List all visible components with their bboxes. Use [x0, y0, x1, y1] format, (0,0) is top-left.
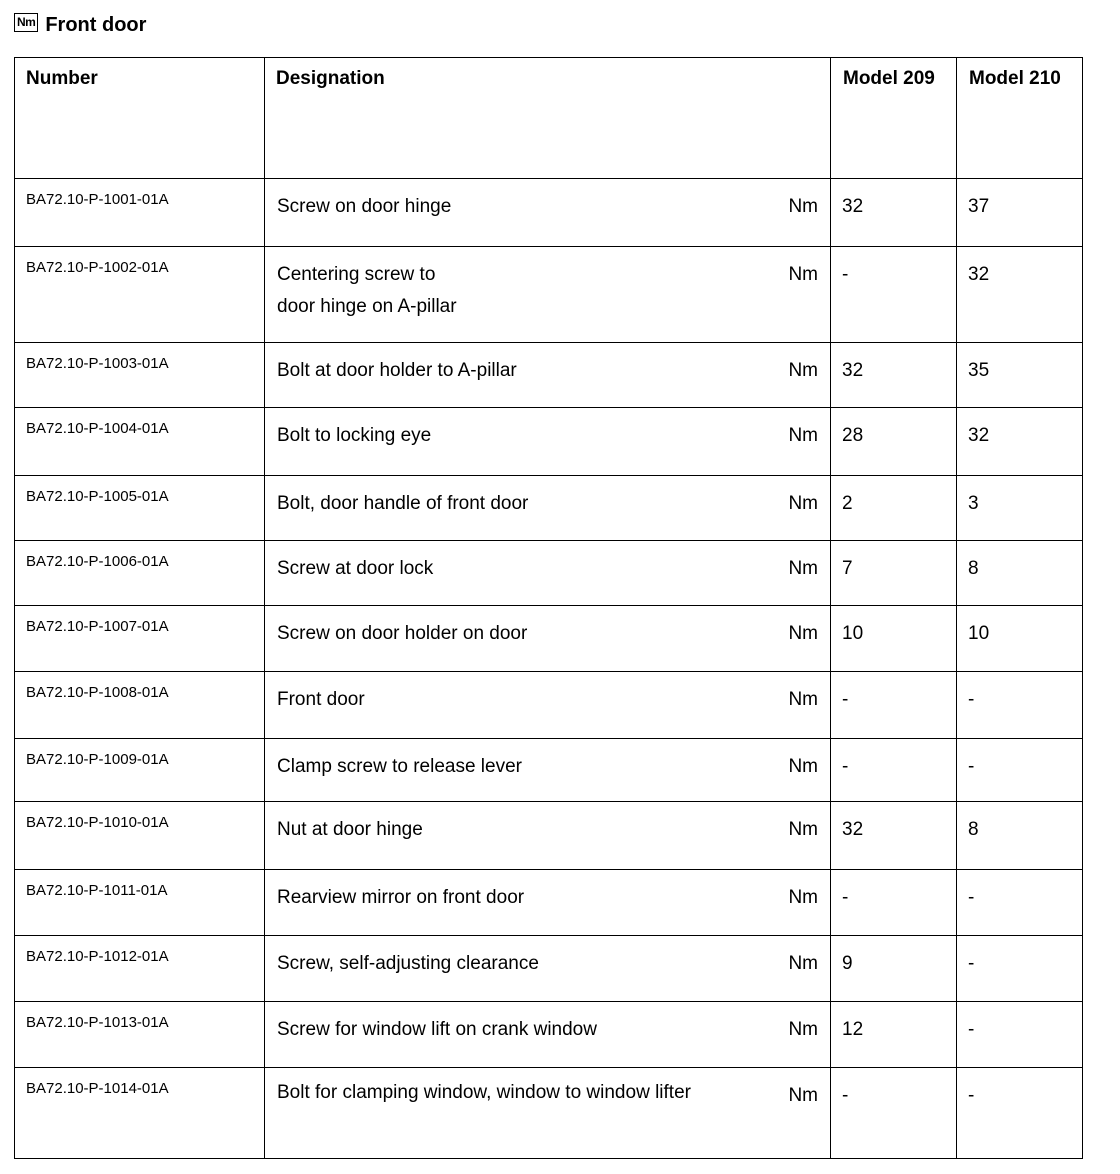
unit-label: Nm: [788, 493, 818, 514]
table-header-row: [15, 58, 1083, 179]
table-row: [15, 343, 1083, 408]
model-210-value: 3: [957, 476, 1083, 541]
table-row: [15, 247, 1083, 343]
model-210-value: 32: [957, 408, 1083, 476]
designation-cell: [265, 672, 831, 739]
unit-label: Nm: [788, 558, 818, 579]
part-number-cell: BA72.10-P-1007-01A: [15, 606, 265, 672]
designation-cell: [265, 476, 831, 541]
model-210-value: 8: [957, 802, 1083, 870]
part-number-cell: BA72.10-P-1004-01A: [15, 408, 265, 476]
unit-label: Nm: [788, 264, 818, 285]
model-209-value: 2: [831, 476, 957, 541]
designation-cell: [265, 541, 831, 606]
model-210-value: 8: [957, 541, 1083, 606]
model-209-value: 10: [831, 606, 957, 672]
table-row: [15, 541, 1083, 606]
designation-cell: [265, 606, 831, 672]
part-number-cell: BA72.10-P-1013-01A: [15, 1002, 265, 1068]
designation-text: Screw, self-adjusting clearance: [277, 953, 539, 974]
table-row: [15, 476, 1083, 541]
part-number-cell: BA72.10-P-1001-01A: [15, 179, 265, 247]
designation-cell: [265, 870, 831, 936]
unit-label: Nm: [788, 689, 818, 710]
designation-text: Screw on door holder on door: [277, 623, 528, 644]
column-header-number: Number: [15, 58, 265, 179]
unit-label: Nm: [788, 1019, 818, 1040]
table-row: [15, 1002, 1083, 1068]
designation-text: Centering screw to door hinge on A-pillar: [277, 264, 457, 317]
designation-text: Front door: [277, 689, 365, 710]
designation-text: Screw on door hinge: [277, 196, 452, 217]
designation-text: Bolt for clamping window, window to window lifter: [277, 1082, 691, 1103]
model-209-value: 32: [831, 343, 957, 408]
model-210-value: -: [957, 1068, 1083, 1159]
model-209-value: 7: [831, 541, 957, 606]
model-209-value: 32: [831, 179, 957, 247]
table-row: [15, 606, 1083, 672]
table-body: [15, 179, 1083, 1159]
designation-text: Screw at door lock: [277, 558, 434, 579]
designation-cell: [265, 936, 831, 1002]
model-209-value: -: [831, 247, 957, 343]
model-209-value: -: [831, 672, 957, 739]
table-row: [15, 672, 1083, 739]
designation-cell: [265, 1068, 831, 1159]
part-number-cell: BA72.10-P-1008-01A: [15, 672, 265, 739]
designation-text: Screw for window lift on crank window: [277, 1019, 597, 1040]
part-number-cell: BA72.10-P-1011-01A: [15, 870, 265, 936]
unit-label: Nm: [788, 425, 818, 446]
model-210-value: 37: [957, 179, 1083, 247]
title-text: Front door: [45, 13, 147, 36]
table-row: [15, 802, 1083, 870]
unit-label: Nm: [788, 887, 818, 908]
designation-text: Bolt to locking eye: [277, 425, 432, 446]
designation-cell: [265, 408, 831, 476]
table-row: [15, 739, 1083, 802]
part-number-cell: BA72.10-P-1002-01A: [15, 247, 265, 343]
model-210-value: 35: [957, 343, 1083, 408]
designation-cell: [265, 247, 831, 343]
table-row: [15, 179, 1083, 247]
part-number-cell: BA72.10-P-1006-01A: [15, 541, 265, 606]
model-210-value: -: [957, 870, 1083, 936]
model-209-value: -: [831, 739, 957, 802]
model-210-value: -: [957, 1002, 1083, 1068]
column-header-designation: Designation: [265, 58, 831, 179]
designation-text: Nut at door hinge: [277, 819, 423, 840]
part-number-cell: BA72.10-P-1014-01A: [15, 1068, 265, 1159]
model-209-value: -: [831, 1068, 957, 1159]
table-row: [15, 1068, 1083, 1159]
unit-label: Nm: [788, 360, 818, 381]
model-209-value: 32: [831, 802, 957, 870]
unit-label: Nm: [788, 756, 818, 777]
model-210-value: 10: [957, 606, 1083, 672]
part-number-cell: BA72.10-P-1009-01A: [15, 739, 265, 802]
designation-text: Bolt at door holder to A-pillar: [277, 360, 517, 381]
part-number-cell: BA72.10-P-1010-01A: [15, 802, 265, 870]
part-number-cell: BA72.10-P-1003-01A: [15, 343, 265, 408]
designation-cell: [265, 802, 831, 870]
part-number-cell: BA72.10-P-1012-01A: [15, 936, 265, 1002]
unit-label: Nm: [788, 819, 818, 840]
unit-label: Nm: [788, 953, 818, 974]
part-number-cell: BA72.10-P-1005-01A: [15, 476, 265, 541]
designation-cell: [265, 1002, 831, 1068]
designation-cell: [265, 179, 831, 247]
model-210-value: -: [957, 672, 1083, 739]
unit-label: Nm: [788, 196, 818, 217]
model-210-value: -: [957, 936, 1083, 1002]
model-210-value: -: [957, 739, 1083, 802]
model-210-value: 32: [957, 247, 1083, 343]
designation-text: Clamp screw to release lever: [277, 756, 522, 777]
model-209-value: 12: [831, 1002, 957, 1068]
model-209-value: -: [831, 870, 957, 936]
unit-label: Nm: [788, 623, 818, 644]
designation-text: Bolt, door handle of front door: [277, 493, 529, 514]
unit-label: Nm: [788, 1085, 818, 1106]
torque-table: [14, 57, 1083, 1159]
designation-cell: [265, 739, 831, 802]
column-header-model-210: Model 210: [957, 58, 1083, 179]
model-209-value: 28: [831, 408, 957, 476]
table-row: [15, 408, 1083, 476]
column-header-model-209: Model 209: [831, 58, 957, 179]
designation-cell: [265, 343, 831, 408]
page-title: [14, 12, 146, 38]
table-row: [15, 870, 1083, 936]
model-209-value: 9: [831, 936, 957, 1002]
table-row: [15, 936, 1083, 1002]
torque-nm-icon: Nm: [14, 13, 38, 32]
designation-text: Rearview mirror on front door: [277, 887, 525, 908]
